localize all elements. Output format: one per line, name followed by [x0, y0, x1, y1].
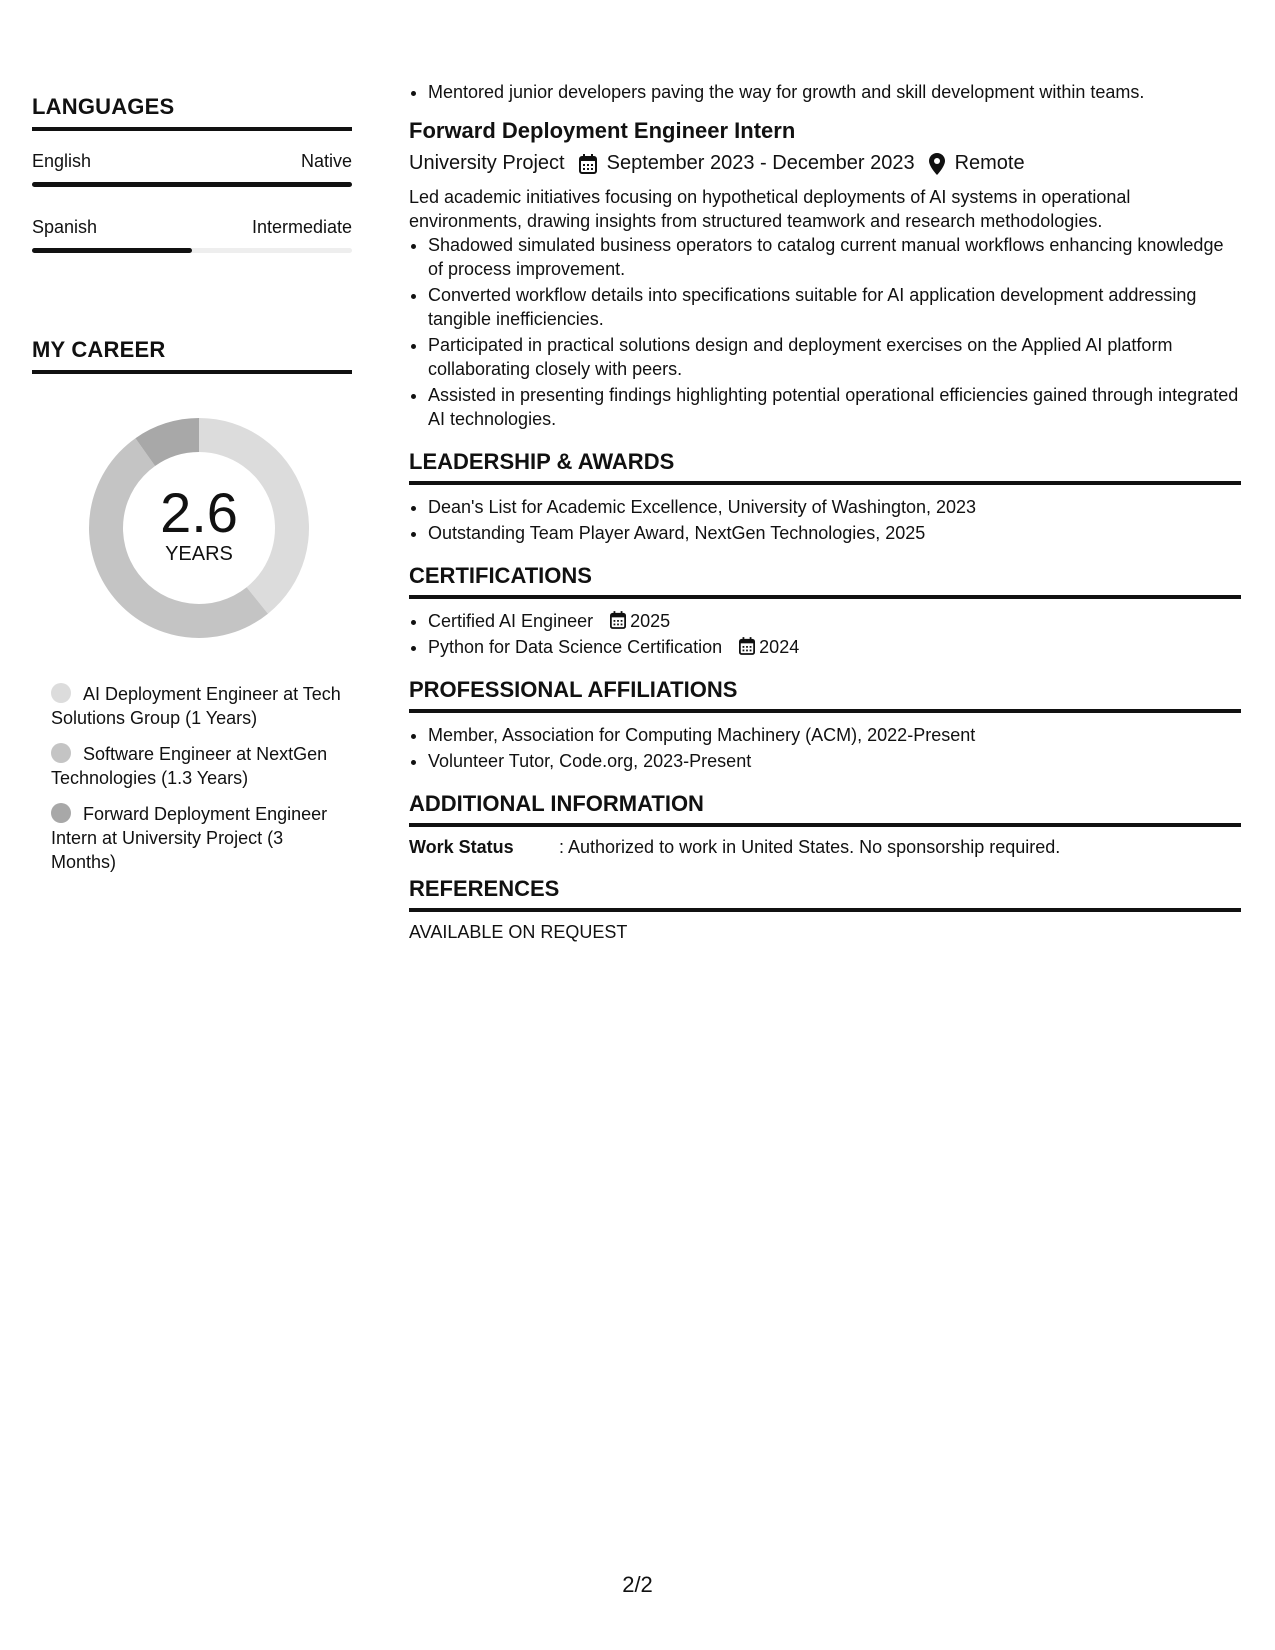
legend-item	[51, 802, 341, 874]
legend-text: Forward Deployment Engineer Intern at University Project (3 Months)	[51, 804, 328, 872]
calendar-icon	[739, 637, 755, 655]
role-bullets	[409, 233, 1241, 431]
list-item: • Member, Association for Computing Machinery (ACM), 2022-Present	[428, 723, 1241, 747]
language-row-spanish	[32, 217, 352, 238]
language-proficiency-bar	[32, 248, 352, 253]
work-status-value: : Authorized to work in United States. No sponsorship required.	[559, 837, 1061, 857]
additional-info-heading: ADDITIONAL INFORMATION	[409, 791, 1241, 827]
calendar-icon	[579, 154, 597, 174]
legend-text: AI Deployment Engineer at Tech Solutions Group (1 Years)	[51, 684, 341, 728]
certification-name: Python for Data Science Certification	[428, 637, 723, 657]
certification-name: Certified AI Engineer	[428, 611, 594, 631]
list-item: • Converted workflow details into specifications suitable for AI application development addressing tangible inefficiencies.	[428, 283, 1241, 331]
language-level: Intermediate	[251, 217, 352, 237]
work-status-label: Work Status	[409, 837, 514, 857]
certification-year: 2025	[630, 611, 671, 631]
map-pin-icon	[929, 153, 945, 175]
sidebar	[32, 94, 352, 886]
career-heading: MY CAREER	[32, 337, 352, 374]
role-location: Remote	[954, 152, 1025, 174]
list-item: • Shadowed simulated business operators to catalog current manual workflows enhancing knowledge of process improvement.	[428, 233, 1241, 281]
references-heading: REFERENCES	[409, 876, 1241, 912]
role-meta	[409, 152, 1241, 175]
language-level: Native	[300, 151, 352, 171]
language-name: Spanish	[32, 217, 98, 237]
legend-item	[51, 742, 341, 790]
previous-role-bullets	[409, 80, 1241, 104]
legend-dot	[51, 683, 71, 703]
role-title: Forward Deployment Engineer Intern	[409, 118, 796, 143]
language-proficiency-fill	[32, 248, 192, 253]
list-item: • Outstanding Team Player Award, NextGen Technologies, 2025	[428, 521, 1241, 545]
role-description: Led academic initiatives focusing on hypothetical deployments of AI systems in operational environments, drawing insights from structured teamwork and research methodologies.	[409, 187, 1131, 231]
calendar-icon	[610, 611, 626, 629]
list-item: • Dean's List for Academic Excellence, University of Washington, 2023	[428, 495, 1241, 519]
language-proficiency-bar	[32, 182, 352, 187]
language-name: English	[32, 151, 92, 171]
donut-center	[79, 408, 319, 648]
role-company: University Project	[409, 152, 565, 174]
list-item: • Participated in practical solutions design and deployment exercises on the Applied AI platform collaborating closely with peers.	[428, 333, 1241, 381]
career-donut-chart	[79, 408, 319, 648]
page-number: 2/2	[622, 1572, 653, 1597]
career-total-unit: YEARS	[165, 542, 233, 565]
main-column	[409, 80, 1241, 943]
certifications-list	[409, 609, 1241, 659]
list-item	[428, 635, 1241, 659]
list-item	[428, 609, 1241, 633]
list-item: • Mentored junior developers paving the way for growth and skill development within teams.	[428, 80, 1241, 104]
list-item: • Volunteer Tutor, Code.org, 2023-Present	[428, 749, 1241, 773]
work-status-row	[409, 837, 1241, 858]
legend-dot	[51, 743, 71, 763]
affiliations-heading: PROFESSIONAL AFFILIATIONS	[409, 677, 1241, 713]
certification-year: 2024	[759, 637, 800, 657]
awards-heading: LEADERSHIP & AWARDS	[409, 449, 1241, 485]
career-legend	[51, 682, 341, 874]
list-item: • Assisted in presenting findings highlighting potential operational efficiencies gained through integrated AI technologies.	[428, 383, 1241, 431]
role-dates: September 2023 - December 2023	[606, 152, 915, 174]
legend-text: Software Engineer at NextGen Technologies (1.3 Years)	[51, 744, 328, 788]
references-text: AVAILABLE ON REQUEST	[409, 922, 628, 942]
affiliations-list	[409, 723, 1241, 773]
legend-item	[51, 682, 341, 730]
languages-heading: LANGUAGES	[32, 94, 352, 131]
language-proficiency-fill	[32, 182, 352, 187]
certifications-heading: CERTIFICATIONS	[409, 563, 1241, 599]
language-row-english	[32, 151, 352, 172]
awards-list	[409, 495, 1241, 545]
career-total-value: 2.6	[160, 480, 238, 544]
legend-dot	[51, 803, 71, 823]
